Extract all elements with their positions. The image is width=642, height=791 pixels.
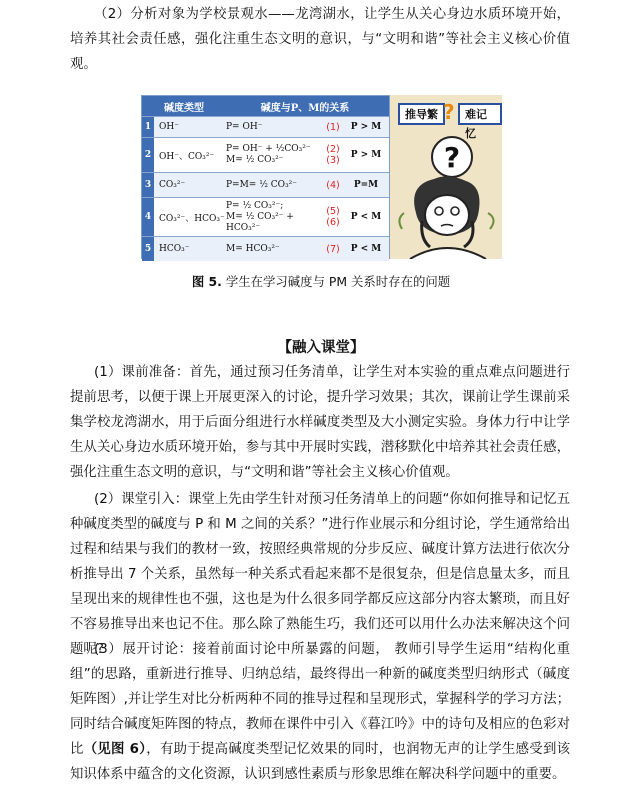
formula-number	[318, 144, 348, 166]
row-number: 3	[142, 173, 154, 197]
paragraph-intro: (2）课堂引入：课堂上先由学生针对预习任务清单上的问题“你如何推导和记忆五种碱度类型的碱度与 P 和 M 之间的关系？”进行作业展示和分组讨论，学生通常给出过程和结果与我们的教材一致，按照经典常规的分步反应、碱度计算方法进行依次分析推导出 7 个关系，虽然每一种关系式看起来都不是很复杂，但是信息量太多，而且呈现出来的规律性也不强，这也是为什么很多同学都反应这部分内容太繁琐，而且好不容易推导出来也记不住。那么除了熟能生巧，我们还可以用什么办法来解决这个问题呢?	[70, 492, 570, 657]
table-row	[142, 116, 389, 137]
formula: M= ½ CO₃²⁻ + HCO₃²⁻	[226, 211, 294, 233]
table-row	[142, 236, 389, 261]
formula-mark: (2)	[326, 144, 340, 155]
row-number: 4	[142, 198, 154, 236]
formula: M= HCO₃²⁻	[226, 243, 280, 254]
header-relation: 碱度与P、M的关系	[260, 102, 350, 114]
table-row	[142, 137, 389, 172]
alkalinity-type: OH⁻	[159, 122, 179, 132]
formula: P= OH⁻ + ½CO₃²⁻	[226, 144, 311, 154]
paragraph-discussion	[70, 637, 570, 787]
label-hard-to-remember: 难记忆	[458, 103, 502, 125]
formula-mark: (6)	[326, 217, 340, 228]
formula-number	[318, 244, 348, 255]
row-number: 1	[142, 117, 154, 137]
formula-mark: (3)	[326, 155, 340, 166]
thinking-person-icon	[390, 129, 502, 259]
formula: P=M= ½ CO₃²⁻	[226, 179, 298, 190]
alkalinity-type: OH⁻、CO₃²⁻	[159, 151, 215, 162]
formula-number	[318, 122, 348, 133]
formula-mark: (7)	[326, 243, 340, 255]
relation-formulas	[226, 201, 318, 234]
formula-mark: (5)	[326, 206, 340, 217]
row-number: 5	[142, 237, 154, 261]
confused-student-illustration	[390, 95, 502, 259]
formula: P= ½ CO₃²⁻;	[226, 200, 284, 211]
svg-text:?: ?	[443, 141, 461, 174]
paragraph-prep: (1）课前准备：首先，通过预习任务清单，让学生对本实验的重点难点问题进行提前思考，以便于课上开展更深入的讨论，提升学习效果；其次，课前让学生课前采集学校龙湾湖水，用于后面分组进行水样碱度类型及大小测定实验。身体力行中让学生从关心身边水质环境开始，参与其中开展时实践，潜移默化中培养其社会责任感，强化注重生态文明的意识，与“文明和谐”等社会主义核心价值观。	[70, 365, 570, 480]
question-mark-icon: ?	[443, 100, 455, 124]
p-m-result: P < M	[350, 212, 382, 222]
alkalinity-type: CO₃²⁻、HCO₃⁻	[159, 213, 225, 224]
relation-formulas	[226, 180, 318, 191]
figure-6-reference: （见图 6）	[83, 742, 147, 757]
formula-mark: (1)	[326, 121, 340, 133]
alkalinity-type: HCO₃⁻	[159, 244, 190, 254]
caption-label: 图 5.	[191, 274, 222, 289]
formula: M= ½ CO₃²⁻	[226, 155, 284, 165]
formula-mark: (4)	[326, 179, 340, 191]
table-header	[142, 96, 389, 116]
relation-formulas	[226, 244, 318, 255]
p-m-result: P < M	[350, 244, 382, 254]
caption-text: 学生在学习碱度与 PM 关系时存在的问题	[225, 274, 451, 289]
row-number: 2	[142, 138, 154, 172]
table-row	[142, 197, 389, 236]
alkalinity-table	[141, 95, 390, 259]
p-m-result: P > M	[350, 150, 382, 160]
label-tedious-derivation: 推导繁	[398, 103, 445, 125]
intro-paragraph: （2）分析对象为学校景观水——龙湾湖水，让学生从关心身边水质环境开始，培养其社会责任感，强化注重生态文明的意识，与“文明和谐”等社会主义核心价值观。	[70, 7, 570, 72]
formula-number	[318, 180, 348, 191]
formula-number	[318, 206, 348, 228]
table-row	[142, 172, 389, 197]
figure-5	[141, 95, 502, 259]
relation-formulas	[226, 144, 318, 166]
p-m-result: P=M	[353, 180, 379, 190]
discussion-text-b: ，有助于提高碱度类型记忆效果的同时，也润物无声的让学生感受到该知识体系中蕴含的文化资源，认识到感性素质与形象思维在解决科学问题中的重要。	[70, 742, 571, 782]
discussion-text-a: (3）展开讨论：接着前面讨论中所暴露的问题， 教师引导学生运用“结构化重组”的思路，重新进行推导、归纳总结，最终得出一种新的碱度类型归纳形式（碱度矩阵图）,并让学生对比分析两种不同的推导过程和呈现形式，掌握科学的学习方法；同时结合碱度矩阵图的特点，教师在课件中引入《暮江吟》中的诗句及相应的色彩对比	[70, 642, 570, 757]
alkalinity-type: CO₃²⁻	[159, 180, 186, 190]
relation-formulas	[226, 122, 318, 133]
figure-caption	[0, 273, 642, 291]
section-title: 【融入课堂】	[277, 340, 365, 356]
p-m-result: P > M	[350, 122, 382, 132]
header-type: 碱度类型	[164, 102, 204, 114]
formula: P= OH⁻	[226, 121, 263, 132]
